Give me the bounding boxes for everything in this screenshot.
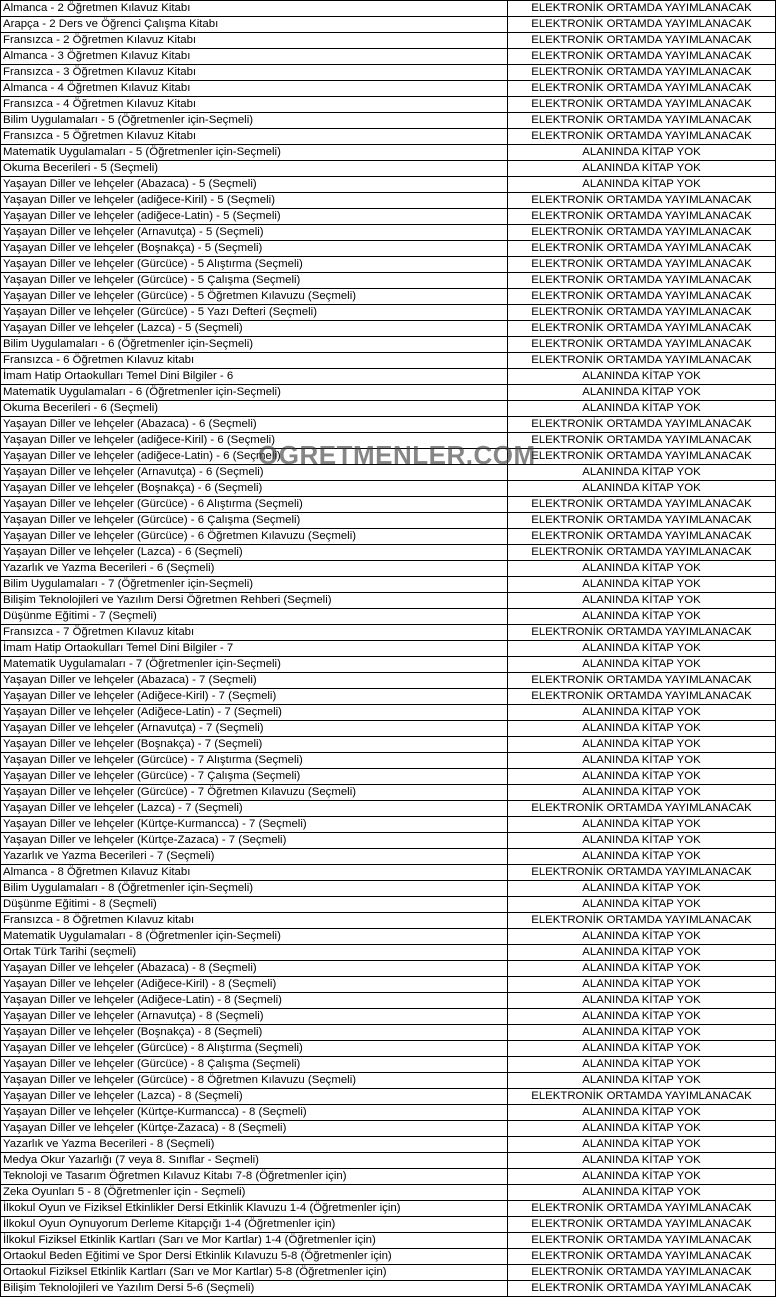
status-cell: ELEKTRONİK ORTAMDA YAYIMLANACAK bbox=[508, 289, 776, 305]
table-row bbox=[1, 913, 776, 929]
table-row bbox=[1, 1217, 776, 1233]
table-row bbox=[1, 705, 776, 721]
status-cell: ALANINDA KİTAP YOK bbox=[508, 1169, 776, 1185]
book-title-cell: Bilim Uygulamaları - 8 (Öğretmenler için-Seçmeli) bbox=[1, 881, 508, 897]
status-cell: ALANINDA KİTAP YOK bbox=[508, 465, 776, 481]
book-title-cell: Bilişim Teknolojileri ve Yazılım Dersi Öğretmen Rehberi (Seçmeli) bbox=[1, 593, 508, 609]
book-title-cell: Yaşayan Diller ve lehçeler (Lazca) - 7 (Seçmeli) bbox=[1, 801, 508, 817]
book-title-cell: Fransızca - 4 Öğretmen Kılavuz Kitabı bbox=[1, 97, 508, 113]
table-row bbox=[1, 1009, 776, 1025]
table-row bbox=[1, 289, 776, 305]
table-row bbox=[1, 145, 776, 161]
book-title-cell: Yazarlık ve Yazma Becerileri - 6 (Seçmeli) bbox=[1, 561, 508, 577]
table-row bbox=[1, 785, 776, 801]
book-title-cell: Yaşayan Diller ve lehçeler (Adiğece-Latin) - 8 (Seçmeli) bbox=[1, 993, 508, 1009]
status-cell: ALANINDA KİTAP YOK bbox=[508, 817, 776, 833]
table-row bbox=[1, 1249, 776, 1265]
book-title-cell: Yaşayan Diller ve lehçeler (Gürcüce) - 5 Yazı Defteri (Seçmeli) bbox=[1, 305, 508, 321]
table-row bbox=[1, 1233, 776, 1249]
table-row bbox=[1, 369, 776, 385]
book-title-cell: Yaşayan Diller ve lehçeler (Kürtçe-Zazaca) - 7 (Seçmeli) bbox=[1, 833, 508, 849]
book-title-cell: Yaşayan Diller ve lehçeler (Boşnakça) - 6 (Seçmeli) bbox=[1, 481, 508, 497]
book-title-cell: Yaşayan Diller ve lehçeler (Gürcüce) - 7 Çalışma (Seçmeli) bbox=[1, 769, 508, 785]
status-cell: ALANINDA KİTAP YOK bbox=[508, 1009, 776, 1025]
table-row bbox=[1, 417, 776, 433]
table-row bbox=[1, 193, 776, 209]
status-cell: ALANINDA KİTAP YOK bbox=[508, 641, 776, 657]
status-cell: ALANINDA KİTAP YOK bbox=[508, 737, 776, 753]
table-row bbox=[1, 497, 776, 513]
status-cell: ELEKTRONİK ORTAMDA YAYIMLANACAK bbox=[508, 1265, 776, 1281]
status-cell: ELEKTRONİK ORTAMDA YAYIMLANACAK bbox=[508, 193, 776, 209]
status-cell: ELEKTRONİK ORTAMDA YAYIMLANACAK bbox=[508, 97, 776, 113]
table-row bbox=[1, 321, 776, 337]
status-cell: ALANINDA KİTAP YOK bbox=[508, 1105, 776, 1121]
book-title-cell: Yaşayan Diller ve lehçeler (adiğece-Kiril) - 5 (Seçmeli) bbox=[1, 193, 508, 209]
table-row bbox=[1, 97, 776, 113]
status-cell: ELEKTRONİK ORTAMDA YAYIMLANACAK bbox=[508, 689, 776, 705]
table-row bbox=[1, 1169, 776, 1185]
table-row bbox=[1, 209, 776, 225]
status-cell: ALANINDA KİTAP YOK bbox=[508, 1057, 776, 1073]
table-row bbox=[1, 641, 776, 657]
table-row bbox=[1, 273, 776, 289]
book-title-cell: Okuma Becerileri - 6 (Seçmeli) bbox=[1, 401, 508, 417]
status-cell: ALANINDA KİTAP YOK bbox=[508, 1185, 776, 1201]
book-title-cell: Düşünme Eğitimi - 8 (Seçmeli) bbox=[1, 897, 508, 913]
book-title-cell: Yaşayan Diller ve lehçeler (Abazaca) - 6 (Seçmeli) bbox=[1, 417, 508, 433]
status-cell: ALANINDA KİTAP YOK bbox=[508, 993, 776, 1009]
book-title-cell: Yaşayan Diller ve lehçeler (Gürcüce) - 8 Çalışma (Seçmeli) bbox=[1, 1057, 508, 1073]
table-row bbox=[1, 433, 776, 449]
book-title-cell: Almanca - 4 Öğretmen Kılavuz Kitabı bbox=[1, 81, 508, 97]
table-row bbox=[1, 945, 776, 961]
table-row bbox=[1, 1185, 776, 1201]
book-title-cell: Yaşayan Diller ve lehçeler (Kürtçe-Kurmancca) - 7 (Seçmeli) bbox=[1, 817, 508, 833]
status-cell: ELEKTRONİK ORTAMDA YAYIMLANACAK bbox=[508, 129, 776, 145]
table-row bbox=[1, 465, 776, 481]
table-row bbox=[1, 385, 776, 401]
status-cell: ALANINDA KİTAP YOK bbox=[508, 1073, 776, 1089]
status-cell: ALANINDA KİTAP YOK bbox=[508, 369, 776, 385]
book-title-cell: Okuma Becerileri - 5 (Seçmeli) bbox=[1, 161, 508, 177]
table-row bbox=[1, 769, 776, 785]
status-cell: ELEKTRONİK ORTAMDA YAYIMLANACAK bbox=[508, 449, 776, 465]
status-cell: ALANINDA KİTAP YOK bbox=[508, 577, 776, 593]
status-cell: ELEKTRONİK ORTAMDA YAYIMLANACAK bbox=[508, 49, 776, 65]
table-row bbox=[1, 625, 776, 641]
watermark: OGRETMENLER.COM bbox=[258, 440, 536, 470]
status-cell: ALANINDA KİTAP YOK bbox=[508, 945, 776, 961]
status-cell: ELEKTRONİK ORTAMDA YAYIMLANACAK bbox=[508, 1249, 776, 1265]
status-cell: ALANINDA KİTAP YOK bbox=[508, 609, 776, 625]
book-title-cell: Bilim Uygulamaları - 5 (Öğretmenler için-Seçmeli) bbox=[1, 113, 508, 129]
table-row bbox=[1, 113, 776, 129]
book-title-cell: Yaşayan Diller ve lehçeler (Lazca) - 6 (Seçmeli) bbox=[1, 545, 508, 561]
table-row bbox=[1, 257, 776, 273]
status-cell: ELEKTRONİK ORTAMDA YAYIMLANACAK bbox=[508, 209, 776, 225]
table-row bbox=[1, 977, 776, 993]
table-row bbox=[1, 401, 776, 417]
book-title-cell: Fransızca - 6 Öğretmen Kılavuz kitabı bbox=[1, 353, 508, 369]
table-row bbox=[1, 241, 776, 257]
status-cell: ALANINDA KİTAP YOK bbox=[508, 385, 776, 401]
table-row bbox=[1, 1137, 776, 1153]
book-title-cell: Yaşayan Diller ve lehçeler (Gürcüce) - 5 Çalışma (Seçmeli) bbox=[1, 273, 508, 289]
table-row bbox=[1, 81, 776, 97]
status-cell: ELEKTRONİK ORTAMDA YAYIMLANACAK bbox=[508, 241, 776, 257]
status-cell: ELEKTRONİK ORTAMDA YAYIMLANACAK bbox=[508, 1281, 776, 1297]
book-title-cell: Matematik Uygulamaları - 6 (Öğretmenler için-Seçmeli) bbox=[1, 385, 508, 401]
table-row bbox=[1, 1041, 776, 1057]
table-row bbox=[1, 1121, 776, 1137]
status-cell: ELEKTRONİK ORTAMDA YAYIMLANACAK bbox=[508, 225, 776, 241]
book-title-cell: Yaşayan Diller ve lehçeler (Kürtçe-Zazaca) - 8 (Seçmeli) bbox=[1, 1121, 508, 1137]
table-row bbox=[1, 513, 776, 529]
table-row bbox=[1, 1265, 776, 1281]
status-cell: ELEKTRONİK ORTAMDA YAYIMLANACAK bbox=[508, 65, 776, 81]
status-cell: ELEKTRONİK ORTAMDA YAYIMLANACAK bbox=[508, 353, 776, 369]
status-cell: ALANINDA KİTAP YOK bbox=[508, 161, 776, 177]
book-title-cell: İmam Hatip Ortaokulları Temel Dini Bilgiler - 6 bbox=[1, 369, 508, 385]
book-title-cell: Bilim Uygulamaları - 6 (Öğretmenler için-Seçmeli) bbox=[1, 337, 508, 353]
table-row bbox=[1, 1025, 776, 1041]
book-title-cell: Yaşayan Diller ve lehçeler (adiğece-Latin) - 5 (Seçmeli) bbox=[1, 209, 508, 225]
book-title-cell: Ortaokul Fiziksel Etkinlik Kartları (Sarı ve Mor Kartlar) 5-8 (Öğretmenler için) bbox=[1, 1265, 508, 1281]
status-cell: ELEKTRONİK ORTAMDA YAYIMLANACAK bbox=[508, 433, 776, 449]
table-row bbox=[1, 593, 776, 609]
table-row bbox=[1, 993, 776, 1009]
table-row bbox=[1, 689, 776, 705]
status-cell: ELEKTRONİK ORTAMDA YAYIMLANACAK bbox=[508, 257, 776, 273]
status-cell: ALANINDA KİTAP YOK bbox=[508, 1041, 776, 1057]
book-title-cell: Yaşayan Diller ve lehçeler (Arnavutça) - 5 (Seçmeli) bbox=[1, 225, 508, 241]
book-title-cell: Yaşayan Diller ve lehçeler (Abazaca) - 5 (Seçmeli) bbox=[1, 177, 508, 193]
book-title-cell: Yaşayan Diller ve lehçeler (Gürcüce) - 6 Çalışma (Seçmeli) bbox=[1, 513, 508, 529]
book-title-cell: İlkokul Oyun ve Fiziksel Etkinlikler Dersi Etkinlik Klavuzu 1-4 (Öğretmenler için) bbox=[1, 1201, 508, 1217]
book-title-cell: İlkokul Oyun Oynuyorum Derleme Kitapçığı 1-4 (Öğretmenler için) bbox=[1, 1217, 508, 1233]
table-row bbox=[1, 1201, 776, 1217]
table-row bbox=[1, 1281, 776, 1297]
book-title-cell: Fransızca - 7 Öğretmen Kılavuz kitabı bbox=[1, 625, 508, 641]
status-cell: ELEKTRONİK ORTAMDA YAYIMLANACAK bbox=[508, 417, 776, 433]
book-title-cell: Ortak Türk Tarihi (seçmeli) bbox=[1, 945, 508, 961]
table-row bbox=[1, 753, 776, 769]
table-row bbox=[1, 305, 776, 321]
book-title-cell: Yaşayan Diller ve lehçeler (Gürcüce) - 5 Öğretmen Kılavuzu (Seçmeli) bbox=[1, 289, 508, 305]
status-cell: ELEKTRONİK ORTAMDA YAYIMLANACAK bbox=[508, 337, 776, 353]
status-cell: ALANINDA KİTAP YOK bbox=[508, 785, 776, 801]
status-cell: ALANINDA KİTAP YOK bbox=[508, 593, 776, 609]
table-row bbox=[1, 33, 776, 49]
status-cell: ELEKTRONİK ORTAMDA YAYIMLANACAK bbox=[508, 273, 776, 289]
book-title-cell: Teknoloji ve Tasarım Öğretmen Kılavuz Kitabı 7-8 (Öğretmenler için) bbox=[1, 1169, 508, 1185]
book-title-cell: Yaşayan Diller ve lehçeler (Gürcüce) - 8 Öğretmen Kılavuzu (Seçmeli) bbox=[1, 1073, 508, 1089]
book-title-cell: Yaşayan Diller ve lehçeler (Gürcüce) - 6 Öğretmen Kılavuzu (Seçmeli) bbox=[1, 529, 508, 545]
table-row bbox=[1, 577, 776, 593]
table-row bbox=[1, 1057, 776, 1073]
status-cell: ELEKTRONİK ORTAMDA YAYIMLANACAK bbox=[508, 305, 776, 321]
table-row bbox=[1, 49, 776, 65]
book-title-cell: İmam Hatip Ortaokulları Temel Dini Bilgiler - 7 bbox=[1, 641, 508, 657]
status-cell: ELEKTRONİK ORTAMDA YAYIMLANACAK bbox=[508, 1201, 776, 1217]
book-title-cell: Fransızca - 5 Öğretmen Kılavuz Kitabı bbox=[1, 129, 508, 145]
book-title-cell: Yaşayan Diller ve lehçeler (Gürcüce) - 7 Öğretmen Kılavuzu (Seçmeli) bbox=[1, 785, 508, 801]
book-title-cell: Yaşayan Diller ve lehçeler (Lazca) - 5 (Seçmeli) bbox=[1, 321, 508, 337]
status-cell: ELEKTRONİK ORTAMDA YAYIMLANACAK bbox=[508, 497, 776, 513]
table-row bbox=[1, 177, 776, 193]
status-cell: ALANINDA KİTAP YOK bbox=[508, 769, 776, 785]
book-title-cell: Almanca - 2 Öğretmen Kılavuz Kitabı bbox=[1, 1, 508, 17]
book-title-cell: İlkokul Fiziksel Etkinlik Kartları (Sarı ve Mor Kartlar) 1-4 (Öğretmenler için) bbox=[1, 1233, 508, 1249]
table-row bbox=[1, 545, 776, 561]
status-cell: ELEKTRONİK ORTAMDA YAYIMLANACAK bbox=[508, 625, 776, 641]
table-row bbox=[1, 801, 776, 817]
book-title-cell: Fransızca - 8 Öğretmen Kılavuz kitabı bbox=[1, 913, 508, 929]
book-title-cell: Medya Okur Yazarlığı (7 veya 8. Sınıflar - Seçmeli) bbox=[1, 1153, 508, 1169]
status-cell: ALANINDA KİTAP YOK bbox=[508, 705, 776, 721]
book-title-cell: Yazarlık ve Yazma Becerileri - 7 (Seçmeli) bbox=[1, 849, 508, 865]
book-title-cell: Zeka Oyunları 5 - 8 (Öğretmenler için - Seçmeli) bbox=[1, 1185, 508, 1201]
table-row bbox=[1, 449, 776, 465]
status-cell: ALANINDA KİTAP YOK bbox=[508, 753, 776, 769]
table-row bbox=[1, 1105, 776, 1121]
table-row bbox=[1, 129, 776, 145]
book-title-cell: Yaşayan Diller ve lehçeler (Gürcüce) - 6 Alıştırma (Seçmeli) bbox=[1, 497, 508, 513]
status-cell: ALANINDA KİTAP YOK bbox=[508, 833, 776, 849]
table-row bbox=[1, 849, 776, 865]
table-row bbox=[1, 721, 776, 737]
book-title-cell: Yaşayan Diller ve lehçeler (Boşnakça) - 7 (Seçmeli) bbox=[1, 737, 508, 753]
table-row bbox=[1, 1089, 776, 1105]
book-title-cell: Bilişim Teknolojileri ve Yazılım Dersi 5-6 (Seçmeli) bbox=[1, 1281, 508, 1297]
table-row bbox=[1, 161, 776, 177]
status-cell: ALANINDA KİTAP YOK bbox=[508, 1137, 776, 1153]
status-cell: ALANINDA KİTAP YOK bbox=[508, 977, 776, 993]
book-title-cell: Yaşayan Diller ve lehçeler (Abazaca) - 8 (Seçmeli) bbox=[1, 961, 508, 977]
table-row bbox=[1, 961, 776, 977]
status-cell: ALANINDA KİTAP YOK bbox=[508, 881, 776, 897]
book-title-cell: Yaşayan Diller ve lehçeler (Abazaca) - 7 (Seçmeli) bbox=[1, 673, 508, 689]
status-cell: ALANINDA KİTAP YOK bbox=[508, 897, 776, 913]
book-title-cell: Yaşayan Diller ve lehçeler (Lazca) - 8 (Seçmeli) bbox=[1, 1089, 508, 1105]
book-title-cell: Matematik Uygulamaları - 7 (Öğretmenler için-Seçmeli) bbox=[1, 657, 508, 673]
book-title-cell: Almanca - 8 Öğretmen Kılavuz Kitabı bbox=[1, 865, 508, 881]
status-cell: ELEKTRONİK ORTAMDA YAYIMLANACAK bbox=[508, 1217, 776, 1233]
status-cell: ALANINDA KİTAP YOK bbox=[508, 721, 776, 737]
status-cell: ALANINDA KİTAP YOK bbox=[508, 1025, 776, 1041]
book-title-cell: Yaşayan Diller ve lehçeler (Gürcüce) - 7 Alıştırma (Seçmeli) bbox=[1, 753, 508, 769]
book-title-cell: Yaşayan Diller ve lehçeler (Adiğece-Latin) - 7 (Seçmeli) bbox=[1, 705, 508, 721]
book-title-cell: Yaşayan Diller ve lehçeler (Boşnakça) - 8 (Seçmeli) bbox=[1, 1025, 508, 1041]
book-title-cell: Ortaokul Beden Eğitimi ve Spor Dersi Etkinlik Kılavuzu 5-8 (Öğretmenler için) bbox=[1, 1249, 508, 1265]
table-row bbox=[1, 65, 776, 81]
status-cell: ELEKTRONİK ORTAMDA YAYIMLANACAK bbox=[508, 801, 776, 817]
status-cell: ELEKTRONİK ORTAMDA YAYIMLANACAK bbox=[508, 545, 776, 561]
status-cell: ALANINDA KİTAP YOK bbox=[508, 177, 776, 193]
table-row bbox=[1, 1153, 776, 1169]
status-cell: ELEKTRONİK ORTAMDA YAYIMLANACAK bbox=[508, 913, 776, 929]
status-cell: ELEKTRONİK ORTAMDA YAYIMLANACAK bbox=[508, 1233, 776, 1249]
status-cell: ELEKTRONİK ORTAMDA YAYIMLANACAK bbox=[508, 321, 776, 337]
table-row bbox=[1, 897, 776, 913]
book-title-cell: Yaşayan Diller ve lehçeler (adiğece-Kiril) - 6 (Seçmeli) bbox=[1, 433, 508, 449]
status-cell: ELEKTRONİK ORTAMDA YAYIMLANACAK bbox=[508, 865, 776, 881]
status-cell: ALANINDA KİTAP YOK bbox=[508, 929, 776, 945]
table-row bbox=[1, 833, 776, 849]
table-row bbox=[1, 17, 776, 33]
status-cell: ELEKTRONİK ORTAMDA YAYIMLANACAK bbox=[508, 81, 776, 97]
status-cell: ELEKTRONİK ORTAMDA YAYIMLANACAK bbox=[508, 17, 776, 33]
book-title-cell: Fransızca - 2 Öğretmen Kılavuz Kitabı bbox=[1, 33, 508, 49]
table-row bbox=[1, 481, 776, 497]
status-cell: ELEKTRONİK ORTAMDA YAYIMLANACAK bbox=[508, 1, 776, 17]
table-row bbox=[1, 1073, 776, 1089]
status-cell: ALANINDA KİTAP YOK bbox=[508, 1121, 776, 1137]
status-cell: ALANINDA KİTAP YOK bbox=[508, 401, 776, 417]
book-title-cell: Yaşayan Diller ve lehçeler (Arnavutça) - 7 (Seçmeli) bbox=[1, 721, 508, 737]
table-row bbox=[1, 673, 776, 689]
table-row bbox=[1, 737, 776, 753]
book-title-cell: Fransızca - 3 Öğretmen Kılavuz Kitabı bbox=[1, 65, 508, 81]
table-row bbox=[1, 657, 776, 673]
status-cell: ELEKTRONİK ORTAMDA YAYIMLANACAK bbox=[508, 113, 776, 129]
status-cell: ELEKTRONİK ORTAMDA YAYIMLANACAK bbox=[508, 673, 776, 689]
status-cell: ALANINDA KİTAP YOK bbox=[508, 961, 776, 977]
book-title-cell: Yaşayan Diller ve lehçeler (Boşnakça) - 5 (Seçmeli) bbox=[1, 241, 508, 257]
status-cell: ELEKTRONİK ORTAMDA YAYIMLANACAK bbox=[508, 1089, 776, 1105]
table-row bbox=[1, 561, 776, 577]
status-cell: ALANINDA KİTAP YOK bbox=[508, 561, 776, 577]
status-cell: ALANINDA KİTAP YOK bbox=[508, 849, 776, 865]
table-row bbox=[1, 929, 776, 945]
table-row bbox=[1, 609, 776, 625]
book-title-cell: Matematik Uygulamaları - 5 (Öğretmenler için-Seçmeli) bbox=[1, 145, 508, 161]
book-title-cell: Yaşayan Diller ve lehçeler (Arnavutça) - 8 (Seçmeli) bbox=[1, 1009, 508, 1025]
status-cell: ALANINDA KİTAP YOK bbox=[508, 145, 776, 161]
table-row bbox=[1, 1, 776, 17]
book-title-cell: Yaşayan Diller ve lehçeler (Gürcüce) - 8 Alıştırma (Seçmeli) bbox=[1, 1041, 508, 1057]
table-body bbox=[1, 1, 776, 1297]
book-title-cell: Yaşayan Diller ve lehçeler (Adiğece-Kiril) - 8 (Seçmeli) bbox=[1, 977, 508, 993]
table-row bbox=[1, 529, 776, 545]
book-title-cell: Bilim Uygulamaları - 7 (Öğretmenler için-Seçmeli) bbox=[1, 577, 508, 593]
table-row bbox=[1, 817, 776, 833]
book-title-cell: Düşünme Eğitimi - 7 (Seçmeli) bbox=[1, 609, 508, 625]
table-row bbox=[1, 337, 776, 353]
book-title-cell: Yaşayan Diller ve lehçeler (Gürcüce) - 5 Alıştırma (Seçmeli) bbox=[1, 257, 508, 273]
status-cell: ELEKTRONİK ORTAMDA YAYIMLANACAK bbox=[508, 529, 776, 545]
book-title-cell: Yaşayan Diller ve lehçeler (adiğece-Latin) - 6 (Seçmeli) bbox=[1, 449, 508, 465]
book-title-cell: Arapça - 2 Ders ve Öğrenci Çalışma Kitabı bbox=[1, 17, 508, 33]
table-row bbox=[1, 881, 776, 897]
status-cell: ALANINDA KİTAP YOK bbox=[508, 657, 776, 673]
book-title-cell: Yaşayan Diller ve lehçeler (Adiğece-Kiril) - 7 (Seçmeli) bbox=[1, 689, 508, 705]
status-cell: ALANINDA KİTAP YOK bbox=[508, 481, 776, 497]
table-row bbox=[1, 225, 776, 241]
book-title-cell: Matematik Uygulamaları - 8 (Öğretmenler için-Seçmeli) bbox=[1, 929, 508, 945]
status-cell: ELEKTRONİK ORTAMDA YAYIMLANACAK bbox=[508, 33, 776, 49]
book-title-cell: Yaşayan Diller ve lehçeler (Arnavutça) - 6 (Seçmeli) bbox=[1, 465, 508, 481]
table-row bbox=[1, 865, 776, 881]
book-title-cell: Yazarlık ve Yazma Becerileri - 8 (Seçmeli) bbox=[1, 1137, 508, 1153]
table-row bbox=[1, 353, 776, 369]
book-title-cell: Almanca - 3 Öğretmen Kılavuz Kitabı bbox=[1, 49, 508, 65]
book-title-cell: Yaşayan Diller ve lehçeler (Kürtçe-Kurmancca) - 8 (Seçmeli) bbox=[1, 1105, 508, 1121]
status-cell: ALANINDA KİTAP YOK bbox=[508, 1153, 776, 1169]
status-cell: ELEKTRONİK ORTAMDA YAYIMLANACAK bbox=[508, 513, 776, 529]
